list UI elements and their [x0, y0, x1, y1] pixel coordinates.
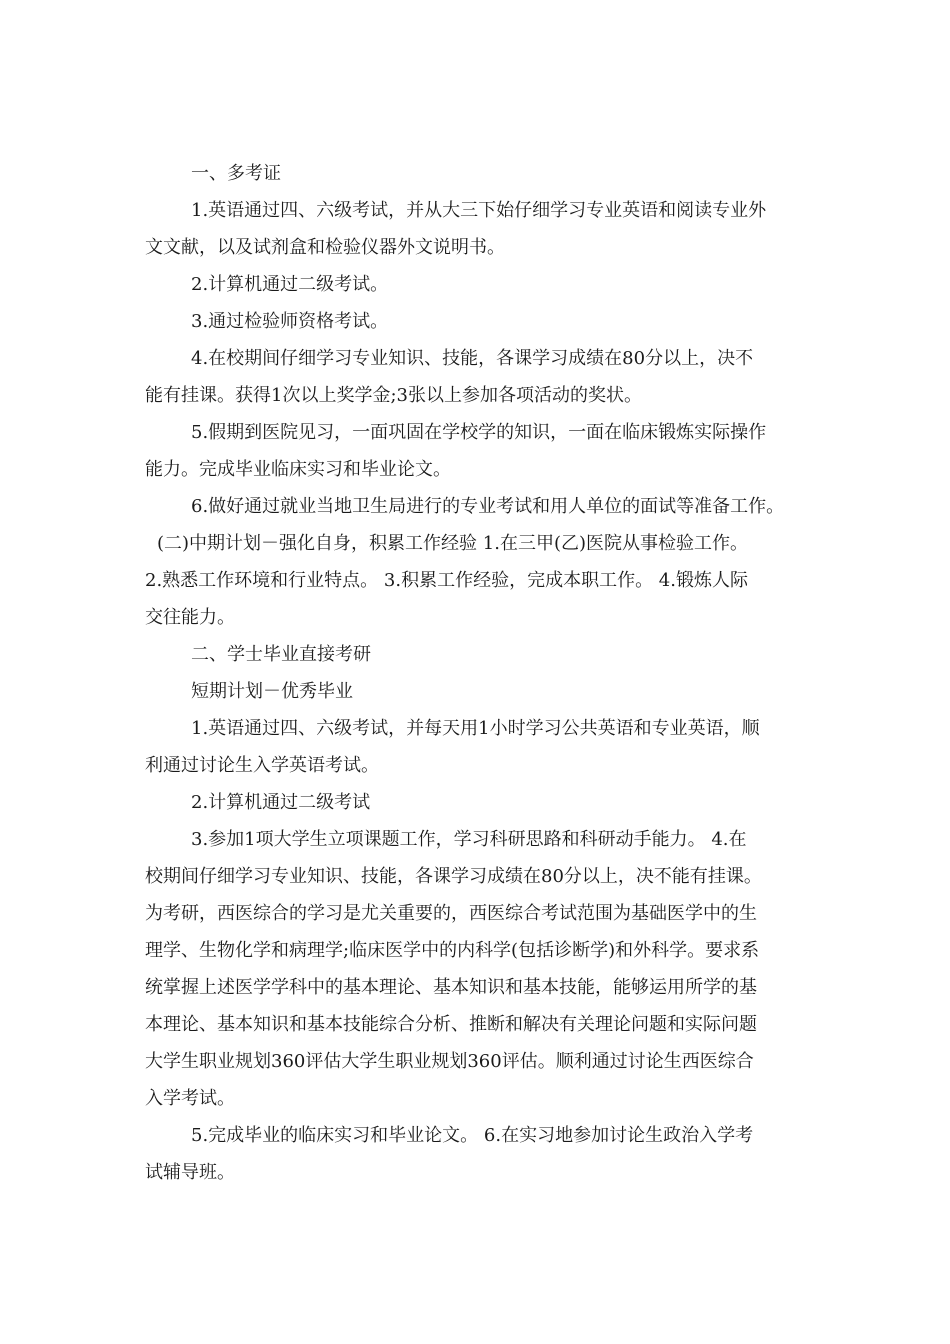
text-line: 6.做好通过就业当地卫生局进行的专业考试和用人单位的面试等准备工作。	[191, 496, 785, 517]
text-line: 统掌握上述医学学科中的基本理论、基本知识和基本技能，能够运用所学的基	[145, 977, 757, 998]
text-line: 文文献，以及试剂盒和检验仪器外文说明书。	[145, 237, 505, 258]
text-line: 试辅导班。	[145, 1162, 235, 1183]
text-line: 能有挂课。获得1次以上奖学金;3张以上参加各项活动的奖状。	[145, 385, 642, 406]
text-line: 2.熟悉工作环境和行业特点。 3.积累工作经验，完成本职工作。 4.锻炼人际	[145, 570, 748, 591]
text-line: 为考研，西医综合的学习是尤关重要的，西医综合考试范围为基础医学中的生	[145, 903, 757, 924]
text-line: 2.计算机通过二级考试	[191, 792, 371, 813]
text-line: 5.完成毕业的临床实习和毕业论文。 6.在实习地参加讨论生政治入学考	[191, 1125, 754, 1146]
text-line: 4.在校期间仔细学习专业知识、技能，各课学习成绩在80分以上，决不	[191, 348, 754, 369]
text-line: 一、多考证	[191, 163, 281, 184]
text-line: 本理论、基本知识和基本技能综合分析、推断和解决有关理论问题和实际问题	[145, 1014, 757, 1035]
text-line: 3.参加1项大学生立项课题工作，学习科研思路和科研动手能力。 4.在	[191, 829, 747, 850]
text-line: 利通过讨论生入学英语考试。	[145, 755, 379, 776]
text-line: 理学、生物化学和病理学;临床医学中的内科学(包括诊断学)和外科学。要求系	[145, 940, 760, 961]
text-line: 校期间仔细学习专业知识、技能，各课学习成绩在80分以上，决不能有挂课。	[145, 866, 762, 887]
text-line: 大学生职业规划360评估大学生职业规划360评估。顺利通过讨论生西医综合	[145, 1051, 754, 1072]
text-line: 短期计划－优秀毕业	[191, 681, 353, 702]
text-line: 1.英语通过四、六级考试，并每天用1小时学习公共英语和专业英语，顺	[191, 718, 760, 739]
text-line: 入学考试。	[145, 1088, 235, 1109]
document-body	[145, 155, 817, 1191]
text-line: 3.通过检验师资格考试。	[191, 311, 389, 332]
text-line: 1.英语通过四、六级考试，并从大三下始仔细学习专业英语和阅读专业外	[191, 200, 767, 221]
text-line: (二)中期计划－强化自身，积累工作经验 1.在三甲(乙)医院从事检验工作。	[157, 533, 748, 554]
text-line: 二、学士毕业直接考研	[191, 644, 371, 665]
text-line: 2.计算机通过二级考试。	[191, 274, 389, 295]
text-line: 能力。完成毕业临床实习和毕业论文。	[145, 459, 451, 480]
text-line: 5.假期到医院见习，一面巩固在学校学的知识，一面在临床锻炼实际操作	[191, 422, 767, 443]
text-line: 交往能力。	[145, 607, 235, 628]
